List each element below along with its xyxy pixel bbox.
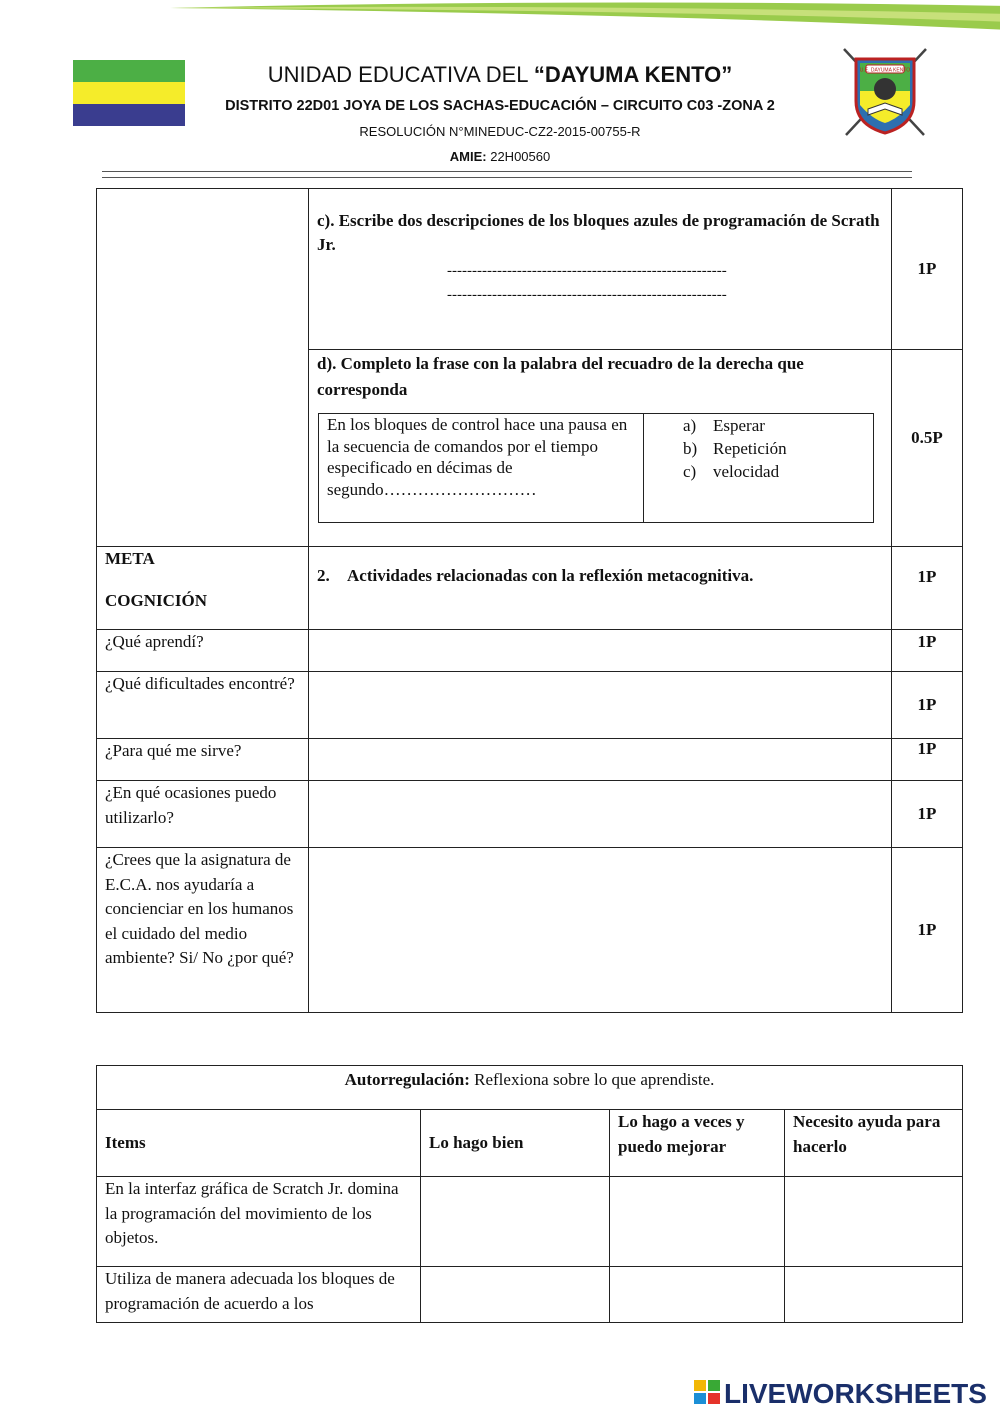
header-swoosh — [170, 0, 1000, 40]
amie-line: AMIE: 22H00560 — [449, 149, 551, 164]
header-sometimes: Lo hago a veces y puedo mejorar — [610, 1110, 785, 1177]
question-c-text: c). Escribe dos descripciones de los bloques azules de programación de Scrath Jr. — [317, 211, 880, 254]
evaluation-table — [96, 188, 963, 1013]
points-badge: 1P — [892, 547, 963, 630]
points-badge: 1P — [892, 781, 963, 848]
cognition-label: COGNICIÓN — [105, 591, 208, 610]
question-c-cell — [309, 189, 892, 350]
fill-in-sentence: En los bloques de control hace una pausa en la secuencia de comandos por el tiempo especificado en décimas de segundo……………………… — [327, 415, 628, 499]
header-rule — [102, 177, 912, 178]
points-badge: 0.5P — [892, 350, 963, 547]
header-rule — [102, 171, 912, 172]
resolution-line: RESOLUCIÓN N°MINEDUC-CZ2-2015-00755-R — [359, 124, 641, 139]
question-d-text: d). Completo la frase con la palabra del recuadro de la derecha que corresponda — [317, 354, 804, 399]
header-items: Items — [97, 1110, 421, 1177]
self-item: Utiliza de manera adecuada los bloques de programación de acuerdo a los — [97, 1267, 421, 1323]
check-cell-need-help[interactable] — [785, 1267, 963, 1323]
empty-left-cell — [97, 189, 309, 547]
points-badge: 1P — [892, 739, 963, 781]
header-need-help: Necesito ayuda para hacerlo — [785, 1110, 963, 1177]
question-d-cell — [309, 350, 892, 547]
school-seal-icon — [838, 45, 932, 137]
self-item: En la interfaz gráfica de Scratch Jr. domina la programación del movimiento de los objetos. — [97, 1177, 421, 1267]
answer-cell[interactable] — [309, 739, 892, 781]
check-cell-do-well[interactable] — [421, 1267, 610, 1323]
self-regulation-title: Autorregulación: Reflexiona sobre lo que aprendiste. — [97, 1066, 963, 1110]
check-cell-do-well[interactable] — [421, 1177, 610, 1267]
reflection-question: ¿Crees que la asignatura de E.C.A. nos ayudaría a concienciar en los humanos el cuidado del medio ambiente? Si/ No ¿por qué? — [97, 848, 309, 1013]
check-cell-sometimes[interactable] — [610, 1267, 785, 1323]
answer-line[interactable]: -------------------------------------------------------- — [447, 263, 727, 279]
fill-in-box — [318, 413, 874, 523]
self-regulation-table — [96, 1065, 963, 1323]
answer-line[interactable]: -------------------------------------------------------- — [447, 287, 727, 303]
reflection-question: ¿Para qué me sirve? — [97, 739, 309, 781]
option-item[interactable]: b) Repetición — [683, 439, 787, 458]
answer-cell[interactable] — [309, 630, 892, 672]
header-do-well: Lo hago bien — [421, 1110, 610, 1177]
answer-cell[interactable] — [309, 672, 892, 739]
school-title: UNIDAD EDUCATIVA DEL “DAYUMA KENTO” — [267, 62, 733, 87]
reflection-question: ¿En qué ocasiones puedo utilizarlo? — [97, 781, 309, 848]
answer-cell[interactable] — [309, 848, 892, 1013]
metacognition-label-cell — [97, 547, 309, 630]
seal-text: U.E. DAYUMA KENTO — [859, 67, 911, 74]
option-item[interactable]: a) Esperar — [683, 416, 765, 435]
answer-cell[interactable] — [309, 781, 892, 848]
points-badge: 1P — [892, 189, 963, 350]
check-cell-sometimes[interactable] — [610, 1177, 785, 1267]
options-list — [683, 414, 787, 483]
meta-label: META — [105, 549, 155, 568]
district-line: DISTRITO 22D01 JOYA DE LOS SACHAS-EDUCACIÓN – CIRCUITO C03 -ZONA 2 — [225, 98, 775, 114]
activity-number: 2. — [317, 566, 330, 585]
check-cell-need-help[interactable] — [785, 1177, 963, 1267]
points-badge: 1P — [892, 848, 963, 1013]
activity-cell — [309, 547, 892, 630]
option-item[interactable]: c) velocidad — [683, 462, 780, 481]
points-badge: 1P — [892, 672, 963, 739]
points-badge: 1P — [892, 630, 963, 672]
activity-text: Actividades relacionadas con la reflexión metacognitiva. — [347, 566, 754, 585]
reflection-question: ¿Qué dificultades encontré? — [97, 672, 309, 739]
liveworksheets-logo-icon — [694, 1378, 722, 1406]
liveworksheets-brand[interactable]: LIVEWORKSHEETS — [724, 1378, 987, 1409]
reflection-question: ¿Qué aprendí? — [97, 630, 309, 672]
